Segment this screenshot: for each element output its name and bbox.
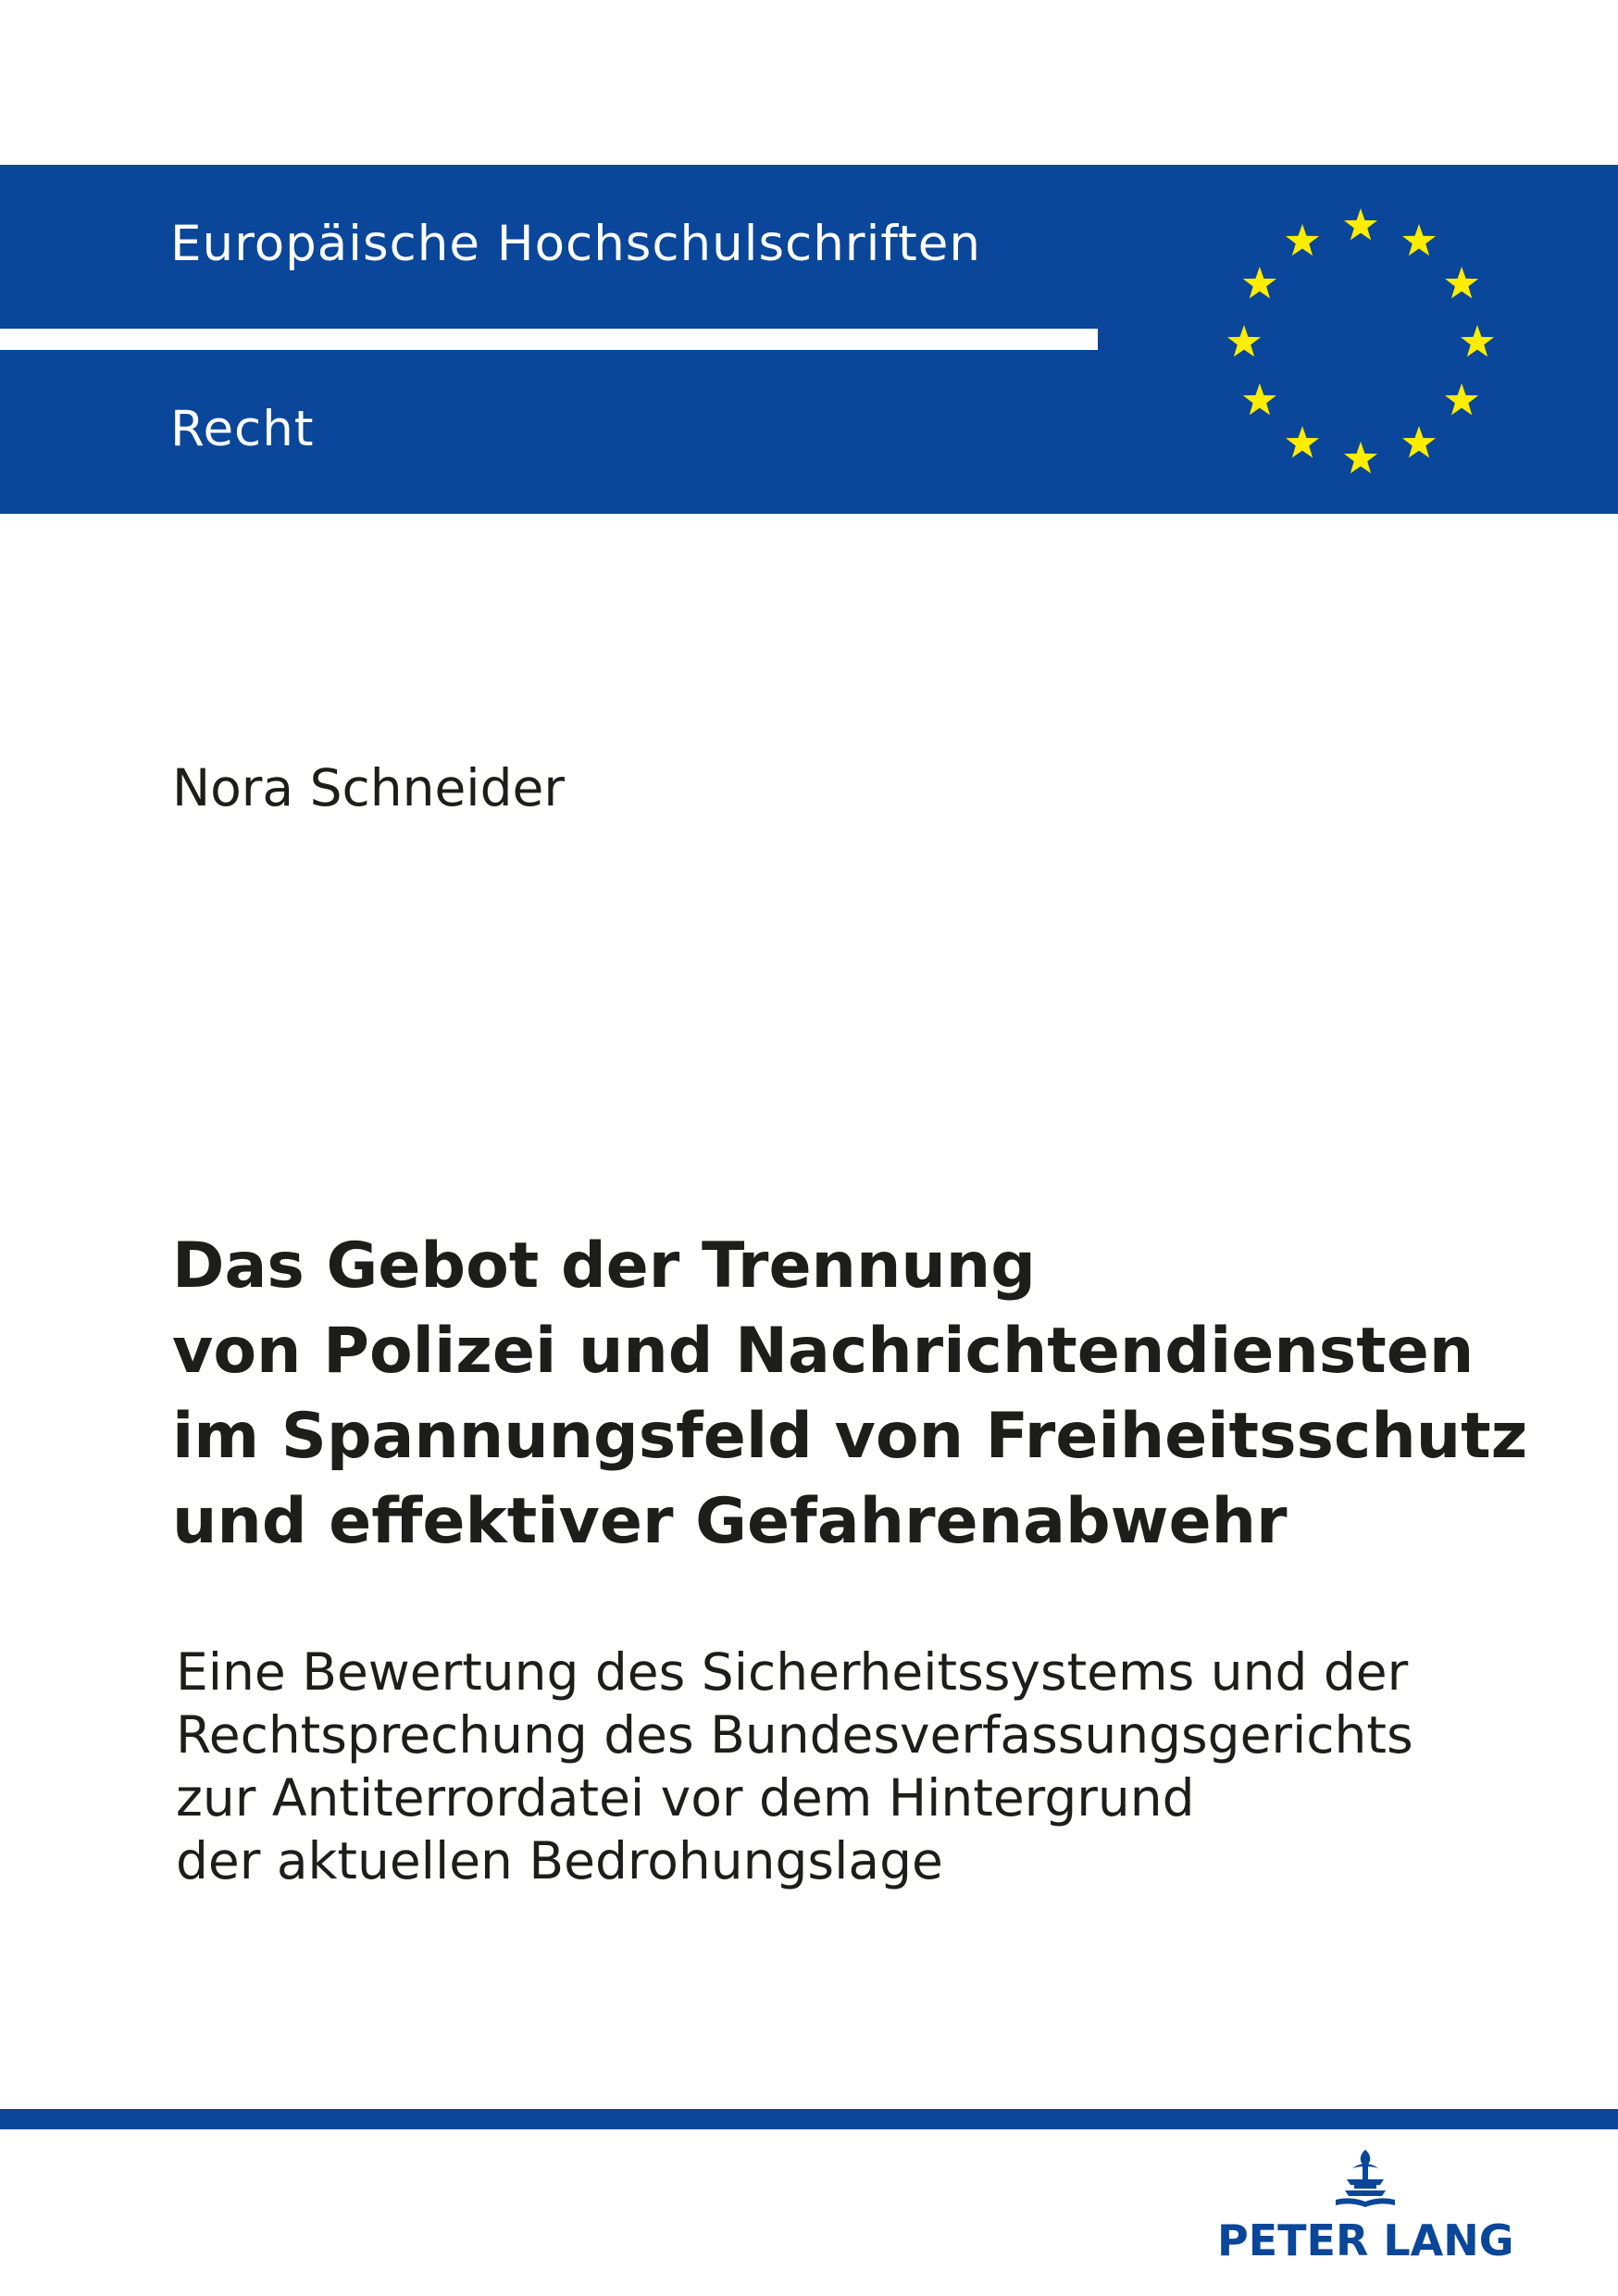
star-icon <box>1344 208 1377 240</box>
publisher-name: PETER LANG <box>1217 2215 1514 2265</box>
publisher-block <box>1217 2148 1513 2268</box>
star-icon <box>1344 442 1377 473</box>
star-icon <box>1445 383 1478 415</box>
book-title-line: von Polizei und Nachrichtendiensten <box>172 1315 1475 1388</box>
book-subtitle-line: der aktuellen Bedrohungslage <box>176 1831 943 1890</box>
star-icon <box>1461 325 1494 356</box>
book-title-line: Das Gebot der Trennung <box>172 1229 1036 1303</box>
book-title-line: im Spannungsfeld von Freiheitsschutz <box>172 1400 1528 1473</box>
star-icon <box>1286 224 1319 256</box>
star-icon <box>1243 267 1276 298</box>
book-subtitle-line: Eine Bewertung des Sicherheitssystems und der <box>176 1642 1409 1702</box>
banner-divider <box>0 329 1098 350</box>
eu-star-circle-icon <box>1213 194 1509 491</box>
book-subtitle-line: Rechtsprechung des Bundesverfassungsgerichts <box>176 1705 1413 1765</box>
footer-divider <box>0 2109 1618 2129</box>
series-subject: Recht <box>170 401 315 457</box>
author-name: Nora Schneider <box>172 758 565 817</box>
peter-lang-fountain-logo <box>1328 2148 1402 2211</box>
book-title-line: und effektiver Gefahrenabwehr <box>172 1485 1288 1558</box>
star-icon <box>1286 426 1319 457</box>
book-title <box>172 1224 1528 1565</box>
star-icon <box>1243 383 1276 415</box>
star-icon <box>1227 325 1261 356</box>
book-subtitle <box>176 1641 1472 1892</box>
star-icon <box>1402 224 1436 256</box>
star-icon <box>1402 426 1436 457</box>
star-icon <box>1445 267 1478 298</box>
series-title: Europäische Hochschulschriften <box>170 216 982 272</box>
book-subtitle-line: zur Antiterrordatei vor dem Hintergrund <box>176 1768 1195 1828</box>
